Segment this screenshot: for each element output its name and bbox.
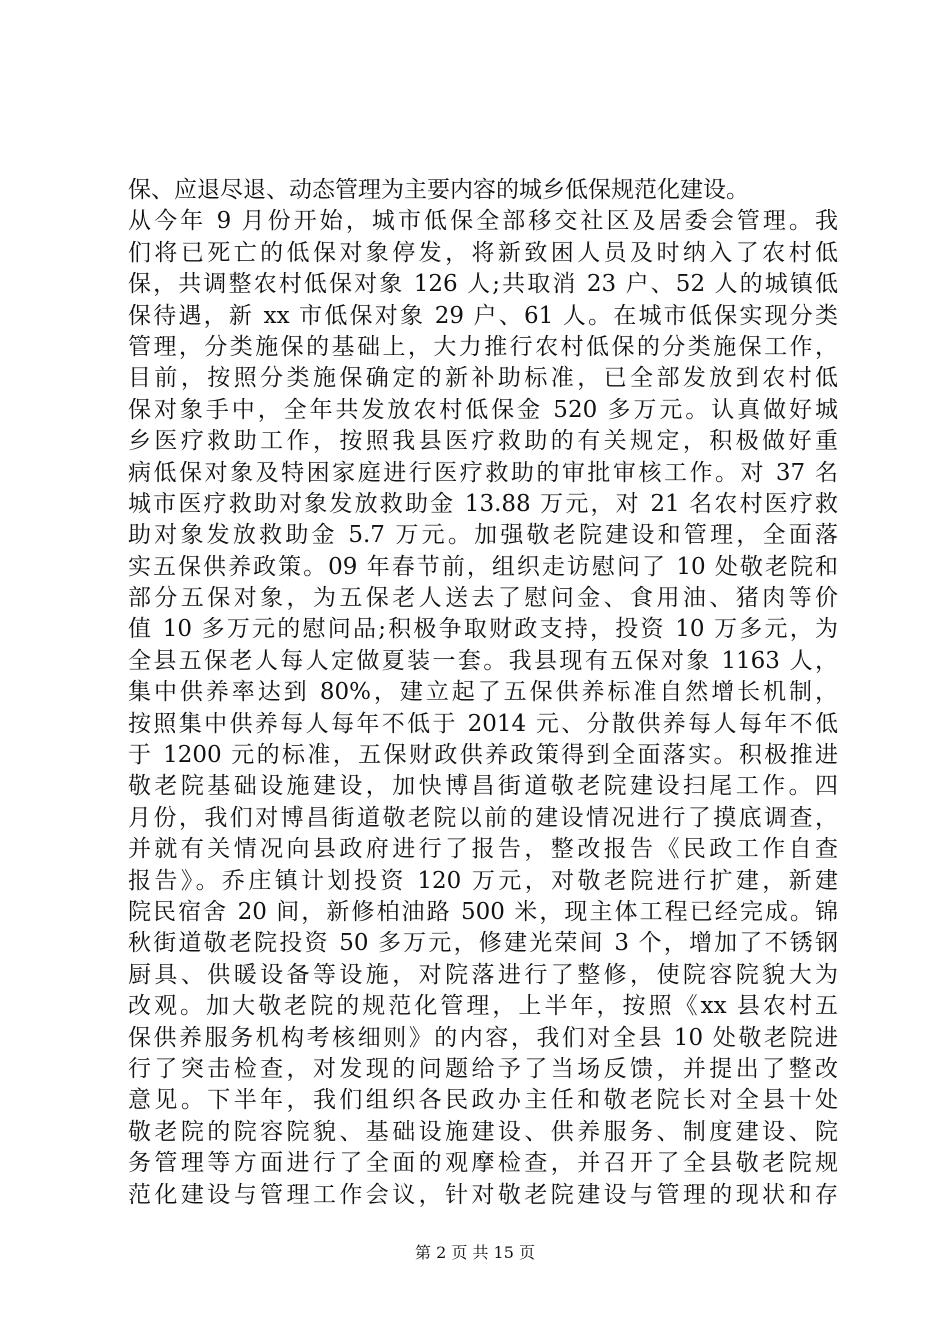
text-line: 保对象手中，全年共发放农村低保金 520 多万元。认真做好城 <box>128 396 838 423</box>
body-text <box>128 175 838 1211</box>
text-line: 敬老院的院容院貌、基础设施建设、供养服务、制度建设、院 <box>128 1118 838 1145</box>
text-line: 病低保对象及特困家庭进行医疗救助的审批审核工作。对 37 名 <box>128 459 838 486</box>
text-line: 值 10 多万元的慰问品;积极争取财政支持，投资 10 万多元，为 <box>128 616 838 643</box>
text-line: 从今年 9 月份开始，城市低保全部移交社区及居委会管理。我 <box>128 208 838 235</box>
text-line: 全县五保老人每人定做夏装一套。我县现有五保对象 1163 人， <box>128 647 838 674</box>
text-line: 厨具、供暖设备等设施，对院落进行了整修，使院容院貌大为 <box>128 961 838 988</box>
text-line: 务管理等方面进行了全面的观摩检查，并召开了全县敬老院规 <box>128 1150 838 1177</box>
text-line: 并就有关情况向县政府进行了报告，整改报告《民政工作自查 <box>128 836 838 863</box>
text-line: 们将已死亡的低保对象停发，将新致困人员及时纳入了农村低 <box>128 239 838 266</box>
text-line: 行了突击检查，对发现的问题给予了当场反馈，并提出了整改 <box>128 1055 838 1082</box>
text-line: 保供养服务机构考核细则》的内容，我们对全县 10 处敬老院进 <box>128 1024 838 1051</box>
text-line: 敬老院基础设施建设，加快博昌街道敬老院建设扫尾工作。四 <box>128 773 838 800</box>
text-line: 院民宿舍 20 间，新修柏油路 500 米，现主体工程已经完成。锦 <box>128 898 838 925</box>
text-line: 乡医疗救助工作，按照我县医疗救助的有关规定，积极做好重 <box>128 428 838 455</box>
text-line: 按照集中供养每人每年不低于 2014 元、分散供养每人每年不低 <box>128 710 838 737</box>
text-line: 管理，分类施保的基础上，大力推行农村低保的分类施保工作， <box>128 333 838 360</box>
text-line: 保，共调整农村低保对象 126 人;共取消 23 户、52 人的城镇低 <box>128 271 838 298</box>
text-line: 报告》。乔庄镇计划投资 120 万元，对敬老院进行扩建，新建 <box>128 867 838 894</box>
text-line: 意见。下半年，我们组织各民政办主任和敬老院长对全县十处 <box>128 1087 838 1114</box>
text-line: 月份，我们对博昌街道敬老院以前的建设情况进行了摸底调查， <box>128 804 838 831</box>
text-line: 目前，按照分类施保确定的新补助标准，已全部发放到农村低 <box>128 365 838 392</box>
text-line: 保、应退尽退、动态管理为主要内容的城乡低保规范化建设。 <box>128 177 749 203</box>
text-line: 于 1200 元的标准，五保财政供养政策得到全面落实。积极推进 <box>128 742 838 769</box>
text-line: 保待遇，新 xx 市低保对象 29 户、61 人。在城市低保实现分类 <box>128 302 838 329</box>
text-line: 实五保供养政策。09 年春节前，组织走访慰问了 10 处敬老院和 <box>128 553 838 580</box>
page-footer: 第 2 页 共 15 页 <box>415 1243 535 1262</box>
text-line: 集中供养率达到 80%，建立起了五保供养标准自然增长机制， <box>128 679 838 706</box>
text-line: 部分五保对象，为五保老人送去了慰问金、食用油、猪肉等价 <box>128 585 838 612</box>
text-line: 范化建设与管理工作会议，针对敬老院建设与管理的现状和存 <box>128 1181 838 1208</box>
text-line: 秋街道敬老院投资 50 多万元，修建光荣间 3 个，增加了不锈钢 <box>128 930 838 957</box>
text-line: 改观。加大敬老院的规范化管理，上半年，按照《xx 县农村五 <box>128 993 838 1020</box>
text-line: 城市医疗救助对象发放救助金 13.88 万元，对 21 名农村医疗救 <box>128 490 838 517</box>
text-line: 助对象发放救助金 5.7 万元。加强敬老院建设和管理，全面落 <box>128 522 838 549</box>
